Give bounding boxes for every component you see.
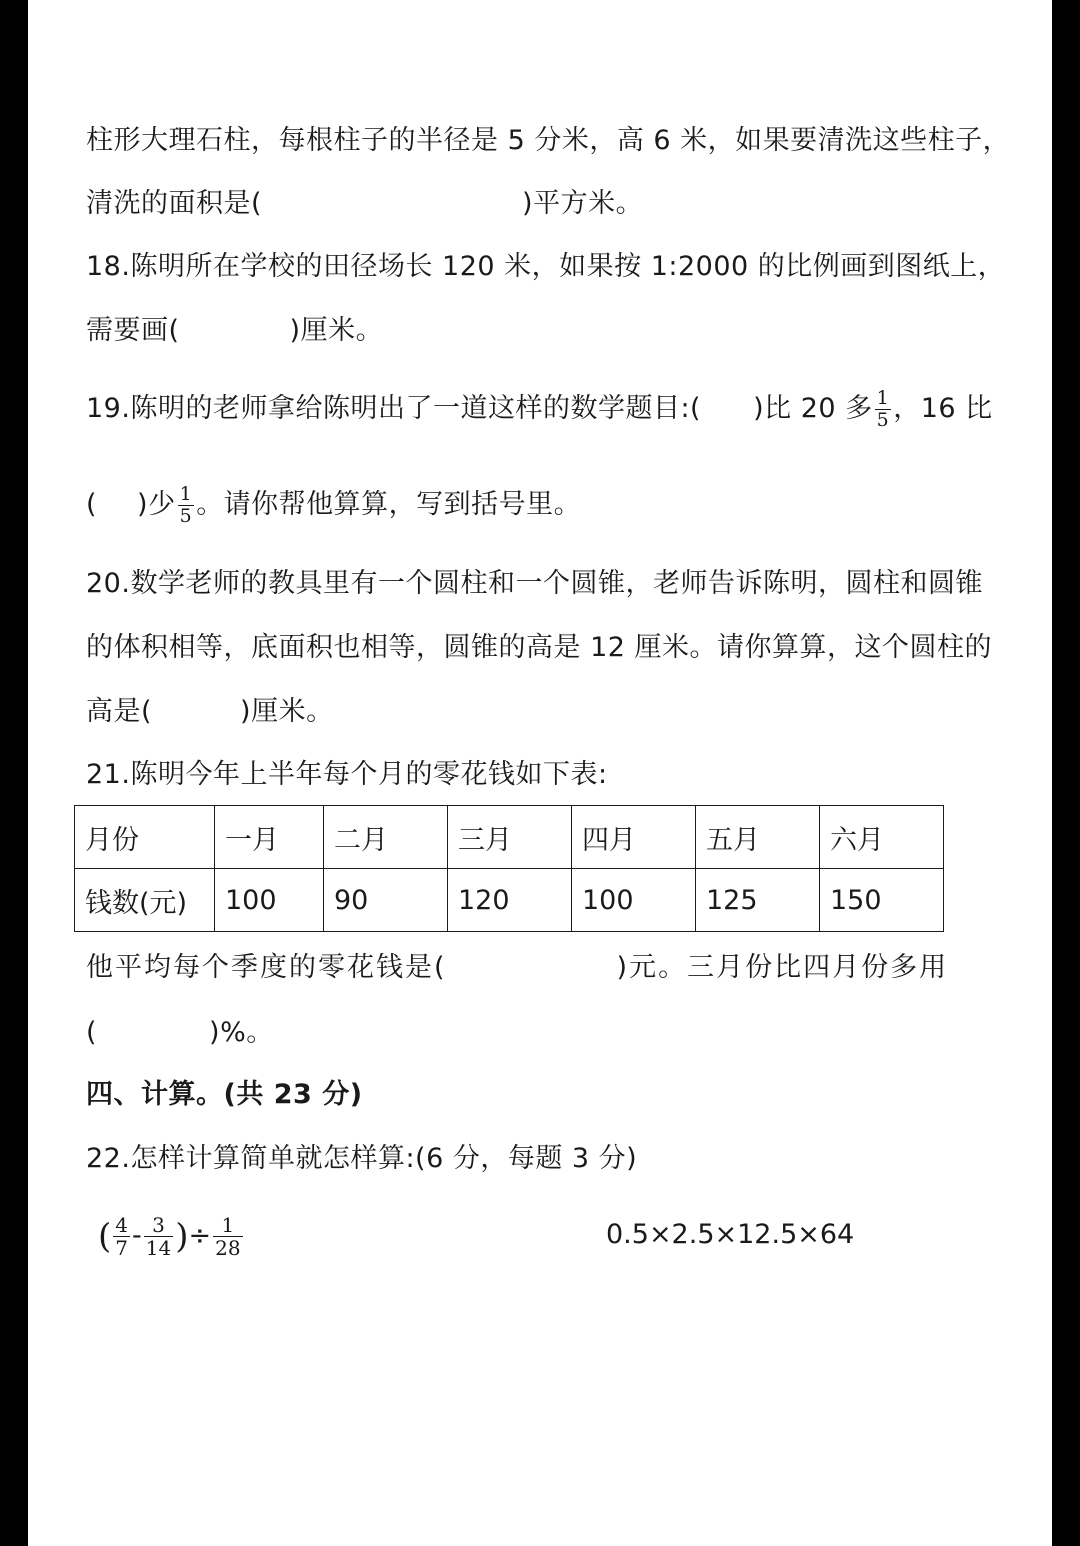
table-cell: 100 bbox=[215, 869, 324, 932]
section-heading: 四、计算。(共 23 分) bbox=[86, 1079, 363, 1110]
q17-line1: 柱形大理石柱，每根柱子的半径是 5 分米，高 6 米，如果要清洗这些柱子， bbox=[86, 125, 1011, 156]
table-cell: 90 bbox=[324, 869, 448, 932]
q19-line1: 19.陈明的老师拿给陈明出了一道这样的数学题目:( )比 20 多 $\frac{1}{5}$ ，16 比 bbox=[86, 387, 993, 431]
q21-intro: 21.陈明今年上半年每个月的零花钱如下表: bbox=[86, 759, 608, 790]
table-cell: 六月 bbox=[820, 806, 944, 869]
q19-line2: ( )少 $\frac{1}{5}$ 。请你帮他算算，写到括号里。 bbox=[86, 483, 582, 527]
table-cell: 钱数(元) bbox=[75, 869, 215, 932]
expression-decimals: 0.5×2.5×12.5×64 bbox=[606, 1219, 855, 1250]
q22-title: 22.怎样计算简单就怎样算:(6 分，每题 3 分) bbox=[86, 1143, 638, 1174]
q20-line1: 20.数学老师的教具里有一个圆柱和一个圆锥，老师告诉陈明，圆柱和圆锥 bbox=[86, 568, 983, 599]
q20-line3: 高是( )厘米。 bbox=[86, 696, 334, 727]
table-cell: 120 bbox=[448, 869, 572, 932]
table-cell: 125 bbox=[696, 869, 820, 932]
table-cell: 月份 bbox=[75, 806, 215, 869]
fraction: $\frac{3}{14}$ bbox=[145, 1213, 172, 1260]
fraction-one-fifth: $\frac{1}{5}$ bbox=[876, 387, 890, 431]
table-cell: 四月 bbox=[572, 806, 696, 869]
fraction-one-fifth: $\frac{1}{5}$ bbox=[179, 483, 193, 527]
table-cell: 150 bbox=[820, 869, 944, 932]
q18-line1: 18.陈明所在学校的田径场长 120 米，如果按 1:2000 的比例画到图纸上， bbox=[86, 251, 1006, 282]
table-cell: 二月 bbox=[324, 806, 448, 869]
q18-line2: 需要画( )厘米。 bbox=[86, 315, 384, 346]
pocket-money-table bbox=[74, 805, 944, 932]
q21-after-line1: 他平均每个季度的零花钱是( )元。三月份比四月份多用 bbox=[86, 952, 949, 983]
fraction: $\frac{4}{7}$ bbox=[115, 1213, 128, 1260]
fraction: $\frac{1}{28}$ bbox=[215, 1213, 241, 1260]
table-row bbox=[75, 806, 944, 869]
q20-line2: 的体积相等，底面积也相等，圆锥的高是 12 厘米。请你算算，这个圆柱的 bbox=[86, 632, 993, 663]
table-row bbox=[75, 869, 944, 932]
q21-after-line2: ( )%。 bbox=[86, 1017, 274, 1048]
table-cell: 三月 bbox=[448, 806, 572, 869]
q17-line2: 清洗的面积是( )平方米。 bbox=[86, 188, 644, 219]
table-cell: 五月 bbox=[696, 806, 820, 869]
table-cell: 100 bbox=[572, 869, 696, 932]
table-cell: 一月 bbox=[215, 806, 324, 869]
expression-fractions: ( $\frac{4}{7}$ - $\frac{3}{14}$ )÷ $\frac{1}{28}$ bbox=[98, 1213, 241, 1260]
